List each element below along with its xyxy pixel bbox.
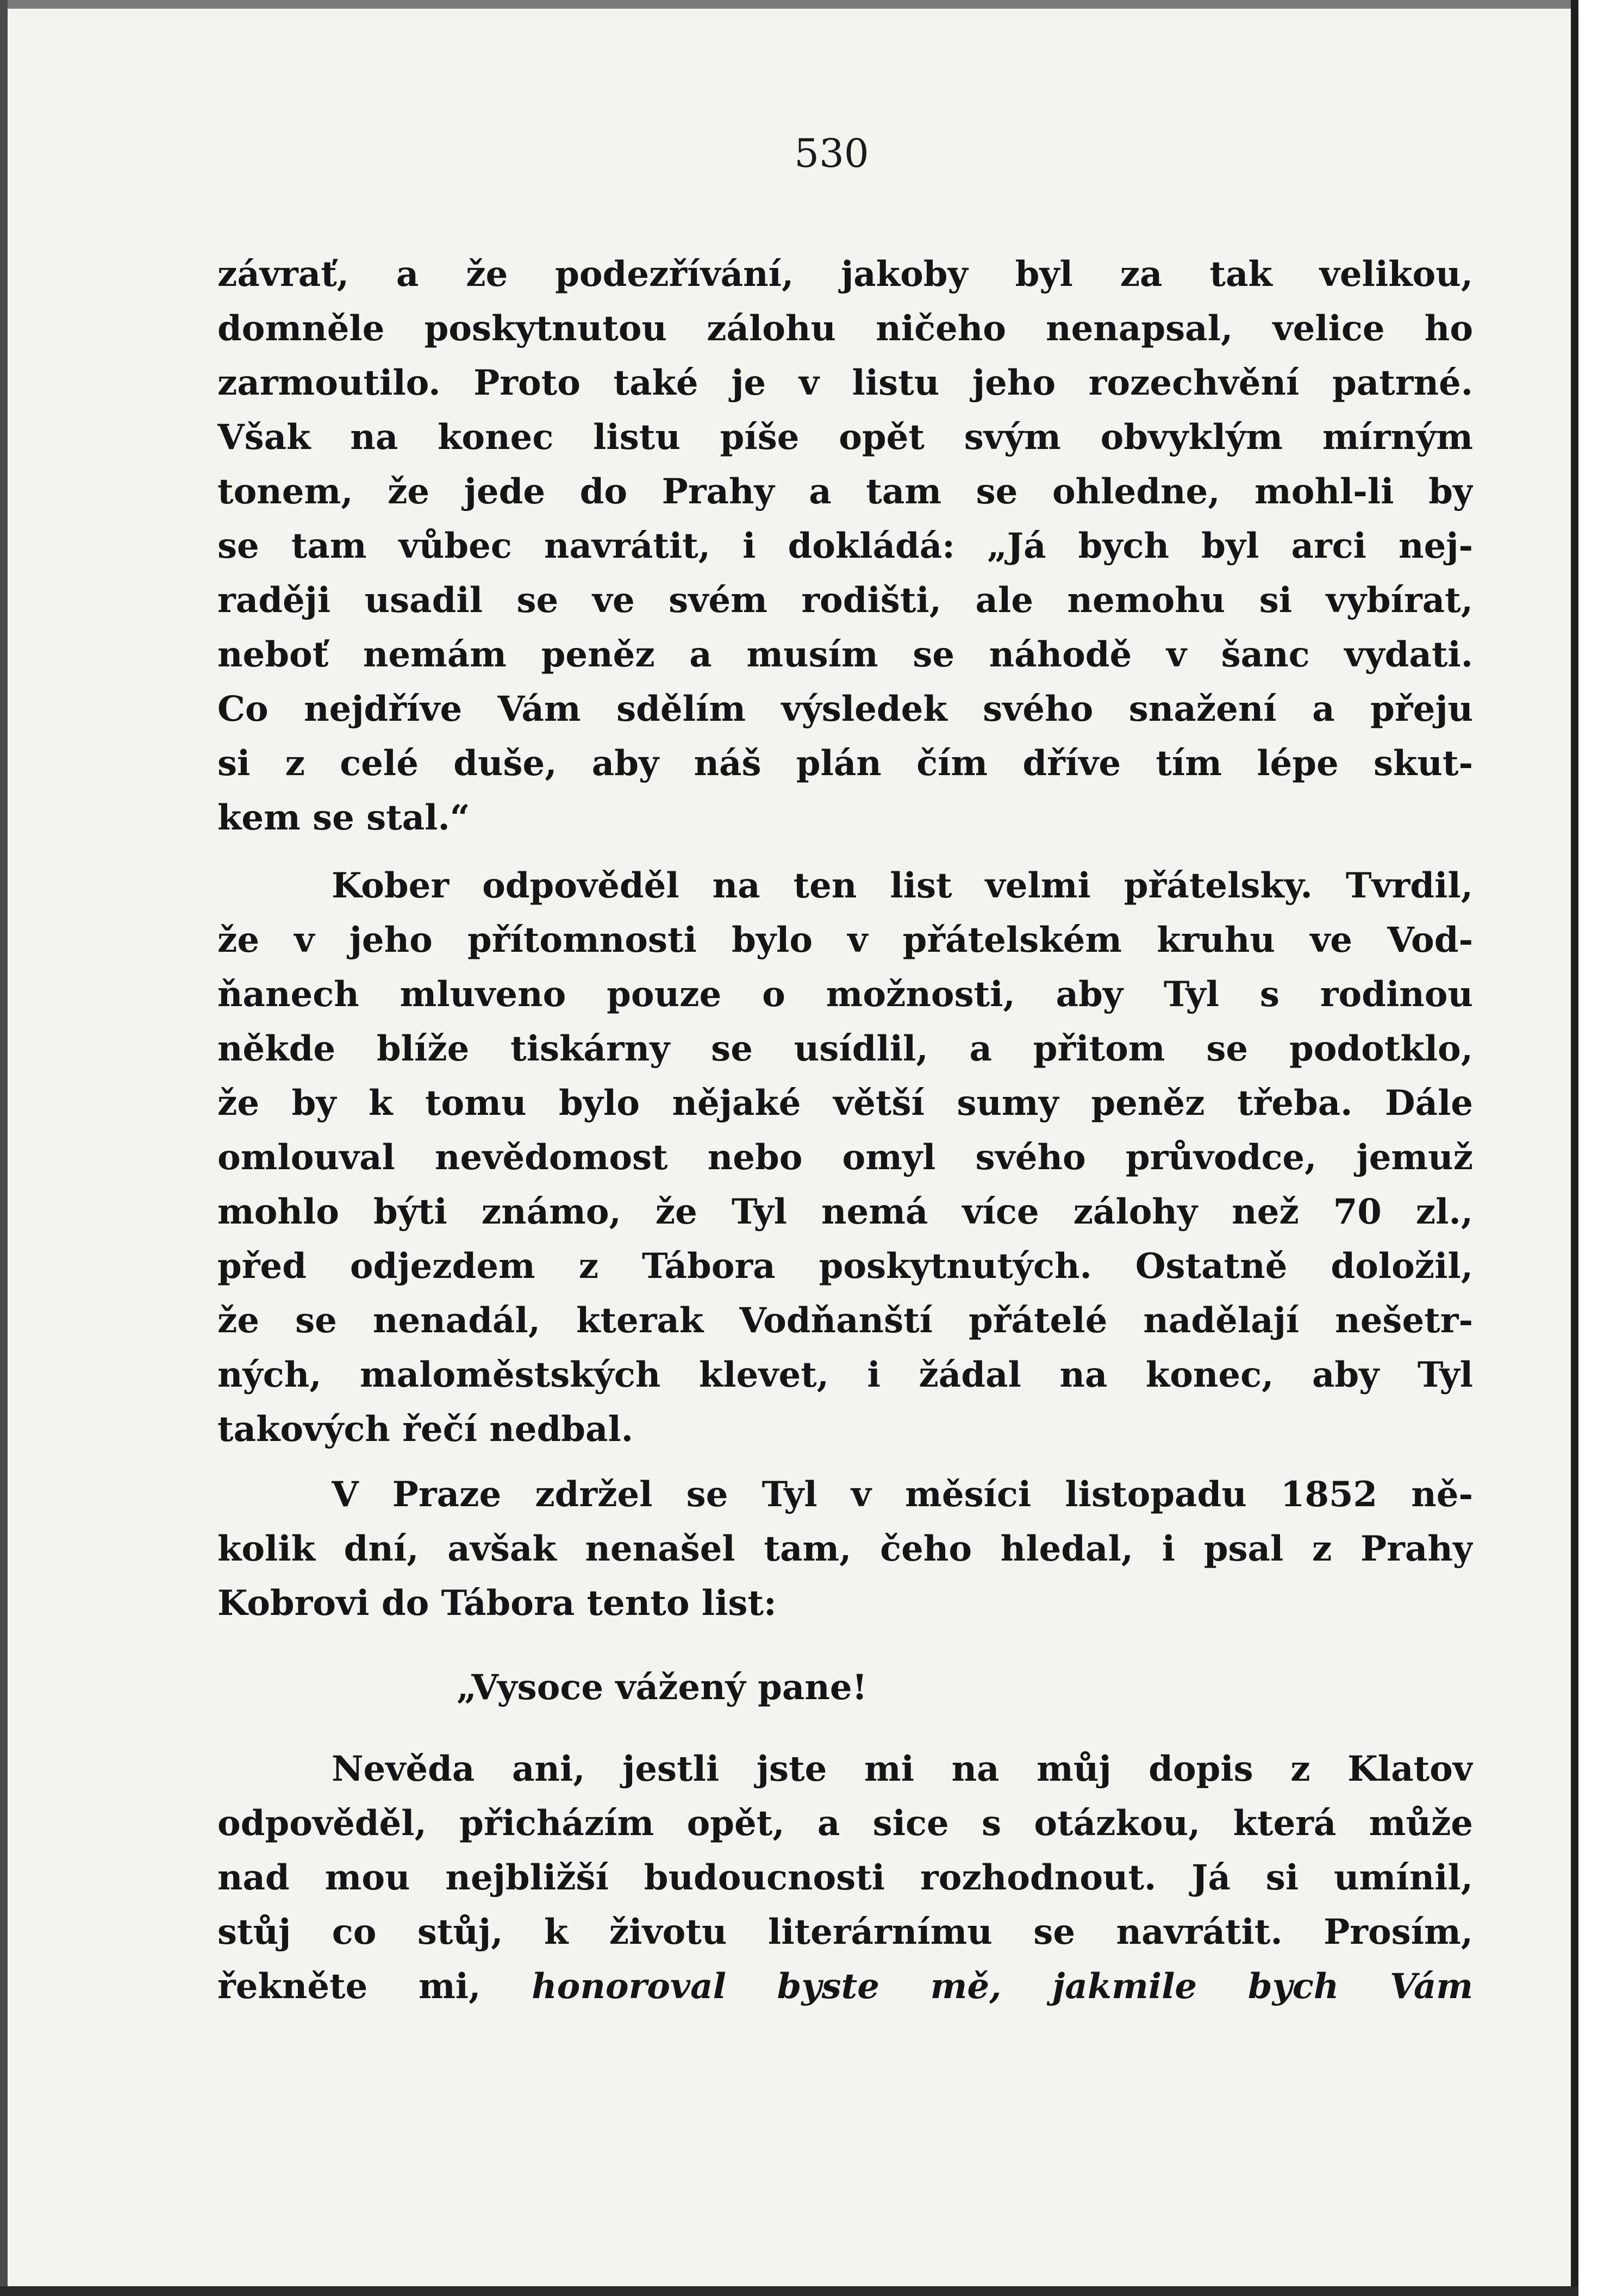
text-line: neboť nemám peněz a musím se náhodě v šanc vydati.	[217, 634, 1473, 675]
text-line: že by k tomu bylo nějaké větší sumy peněz třeba. Dále	[217, 1083, 1473, 1124]
scan-edge-right	[1571, 0, 1578, 2296]
letter-salutation: „Vysoce vážený pane!	[457, 1667, 867, 1708]
text-line: zarmoutilo. Proto také je v listu jeho rozechvění patrné.	[217, 363, 1473, 403]
text-line: před odjezdem z Tábora poskytnutých. Ostatně doložil,	[217, 1246, 1473, 1287]
text-line: závrať, a že podezřívání, jakoby byl za tak velikou,	[217, 254, 1473, 295]
text-line: raději usadil se ve svém rodišti, ale nemohu si vybírat,	[217, 580, 1473, 621]
text-line: Však na konec listu píše opět svým obvyklým mírným	[217, 417, 1473, 458]
text-line-regular-part: řekněte mi,	[217, 1966, 481, 2007]
text-line: že se nenadál, kterak Vodňanští přátelé nadělají nešetr-	[217, 1300, 1473, 1341]
text-line: že v jeho přítomnosti bylo v přátelském kruhu ve Vod-	[217, 920, 1473, 960]
text-line: ňanech mluveno pouze o možnosti, aby Tyl s rodinou	[217, 974, 1473, 1015]
scan-edge-bottom	[0, 2286, 1578, 2296]
text-line: se tam vůbec navrátit, i dokládá: „Já bych byl arci nej-	[217, 526, 1473, 566]
text-line: Kober odpověděl na ten list velmi přátelsky. Tvrdil,	[332, 865, 1473, 906]
text-line: Co nejdříve Vám sdělím výsledek svého snažení a přeju	[217, 689, 1473, 729]
text-line: nad mou nejbližší budoucnosti rozhodnout. Já si umínil,	[217, 1857, 1473, 1898]
text-line: tonem, že jede do Prahy a tam se ohledne, mohl-li by	[217, 471, 1473, 512]
text-line: Nevěda ani, jestli jste mi na můj dopis z Klatov	[332, 1749, 1473, 1789]
text-line-mixed	[217, 1960, 1473, 2014]
page-number: 530	[794, 130, 869, 176]
scan-edge-left	[0, 0, 8, 2296]
text-line: si z celé duše, aby náš plán čím dříve tím lépe skut-	[217, 743, 1473, 784]
text-line: omlouval nevědomost nebo omyl svého průvodce, jemuž	[217, 1137, 1473, 1178]
text-line-italic-part: honoroval byste mě, jakmile bych Vám	[532, 1966, 1473, 2007]
text-line: kem se stal.“	[217, 797, 470, 838]
text-line: odpověděl, přicházím opět, a sice s otázkou, která může	[217, 1803, 1473, 1844]
text-line: stůj co stůj, k životu literárnímu se navrátit. Prosím,	[217, 1912, 1473, 1952]
text-line: domněle poskytnutou zálohu ničeho nenapsal, velice ho	[217, 308, 1473, 349]
text-line: Kobrovi do Tábora tento list:	[217, 1583, 777, 1624]
text-line: někde blíže tiskárny se usídlil, a přitom se podotklo,	[217, 1028, 1473, 1069]
scan-edge-top	[0, 0, 1578, 9]
text-line: V Praze zdržel se Tyl v měsíci listopadu 1852 ně-	[332, 1474, 1473, 1515]
text-line: takových řečí nedbal.	[217, 1409, 634, 1450]
text-line: mohlo býti známo, že Tyl nemá více zálohy než 70 zl.,	[217, 1191, 1473, 1232]
text-line: kolik dní, avšak nenašel tam, čeho hledal, i psal z Prahy	[217, 1528, 1473, 1569]
text-line: ných, maloměstských klevet, i žádal na konec, aby Tyl	[217, 1355, 1473, 1395]
